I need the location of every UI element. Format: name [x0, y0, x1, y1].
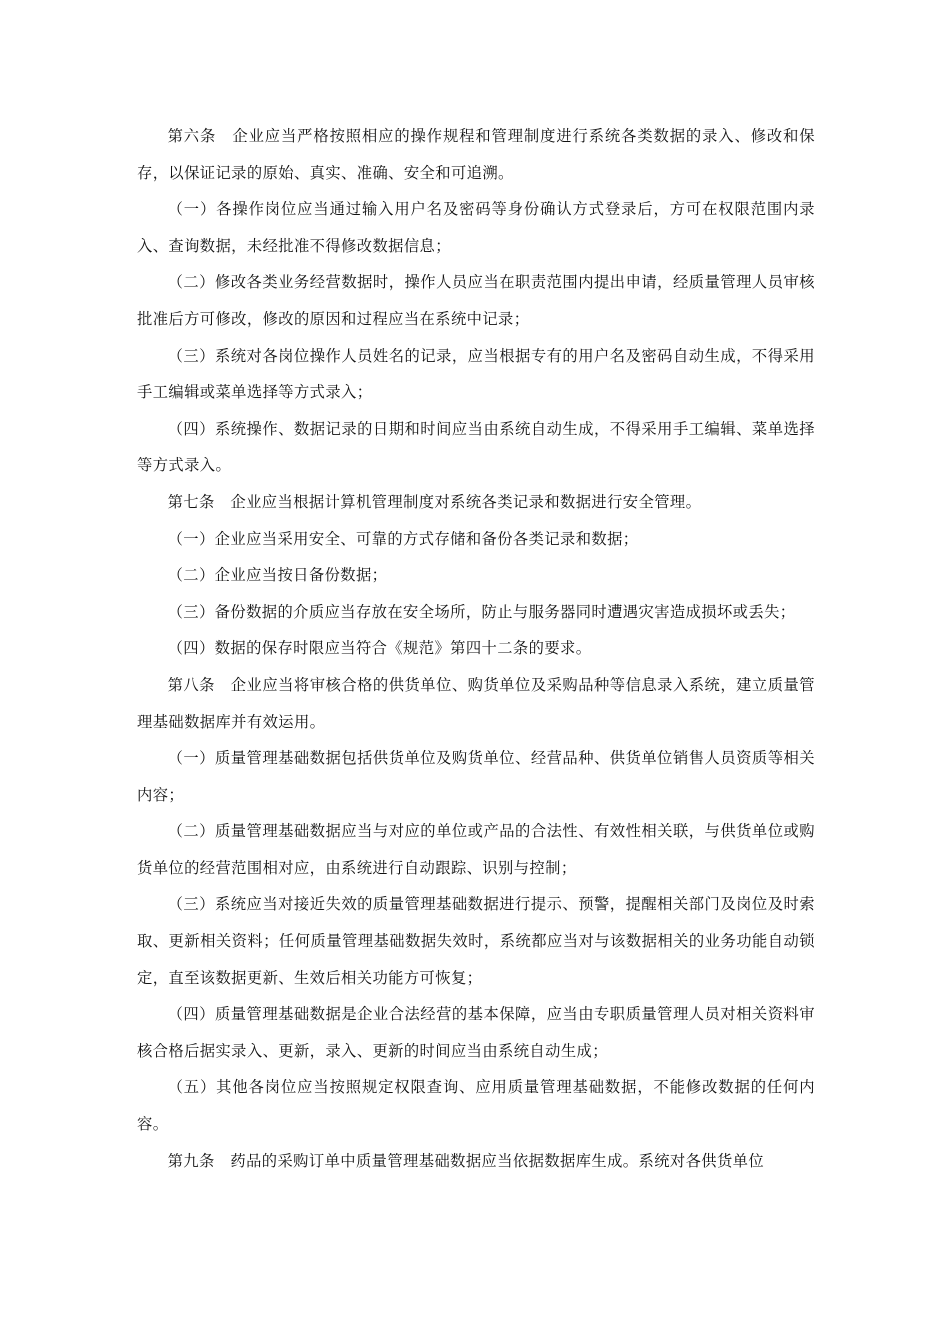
article-8-item-5: （五）其他各岗位应当按照规定权限查询、应用质量管理基础数据，不能修改数据的任何内容。 — [137, 1078, 815, 1134]
article-7-item-4: （四）数据的保存时限应当符合《规范》第四十二条的要求。 — [167, 639, 592, 658]
document-body — [137, 118, 815, 1179]
article-6-paragraph: 第六条 企业应当严格按照相应的操作规程和管理制度进行系统各类数据的录入、修改和保存，以保证记录的原始、真实、准确、安全和可追溯。 — [137, 127, 815, 182]
article-7-item-2: （二）企业应当按日备份数据； — [167, 566, 388, 585]
article-6-item-3: （三）系统对各岗位操作人员姓名的记录，应当根据专有的用户名及密码自动生成，不得采用手工编辑或菜单选择等方式录入； — [137, 346, 815, 402]
article-7-item-3: （三）备份数据的介质应当存放在安全场所，防止与服务器同时遭遇灾害造成损坏或丢失； — [167, 602, 796, 621]
article-8-item-4: （四）质量管理基础数据是企业合法经营的基本保障，应当由专职质量管理人员对相关资料审核合格后据实录入、更新，录入、更新的时间应当由系统自动生成； — [137, 1005, 815, 1060]
article-6-item-4: （四）系统操作、数据记录的日期和时间应当由系统自动生成，不得采用手工编辑、菜单选择等方式录入。 — [137, 419, 815, 475]
article-7-item-1: （一）企业应当采用安全、可靠的方式存储和备份各类记录和数据； — [167, 529, 639, 548]
article-9-paragraph: 第九条 药品的采购订单中质量管理基础数据应当依据数据库生成。系统对各供货单位 — [167, 1151, 765, 1170]
article-8-paragraph: 第八条 企业应当将审核合格的供货单位、购货单位及采购品种等信息录入系统，建立质量管理基础数据库并有效运用。 — [137, 675, 815, 731]
article-6-item-1: （一）各操作岗位应当通过输入用户名及密码等身份确认方式登录后，方可在权限范围内录入、查询数据，未经批准不得修改数据信息； — [137, 200, 815, 255]
article-8-item-3: （三）系统应当对接近失效的质量管理基础数据进行提示、预警，提醒相关部门及岗位及时索取、更新相关资料；任何质量管理基础数据失效时，系统都应当对与该数据相关的业务功能自动锁定，直至该数据更新、生效后相关功能方可恢复； — [137, 895, 815, 987]
article-7-paragraph: 第七条 企业应当根据计算机管理制度对系统各类记录和数据进行安全管理。 — [167, 492, 702, 511]
article-8-item-2: （二）质量管理基础数据应当与对应的单位或产品的合法性、有效性相关联，与供货单位或购货单位的经营范围相对应，由系统进行自动跟踪、识别与控制； — [137, 822, 815, 877]
article-8-item-1: （一）质量管理基础数据包括供货单位及购货单位、经营品种、供货单位销售人员资质等相关内容； — [137, 749, 815, 804]
article-6-item-2: （二）修改各类业务经营数据时，操作人员应当在职责范围内提出申请，经质量管理人员审核批准后方可修改，修改的原因和过程应当在系统中记录； — [137, 273, 815, 328]
